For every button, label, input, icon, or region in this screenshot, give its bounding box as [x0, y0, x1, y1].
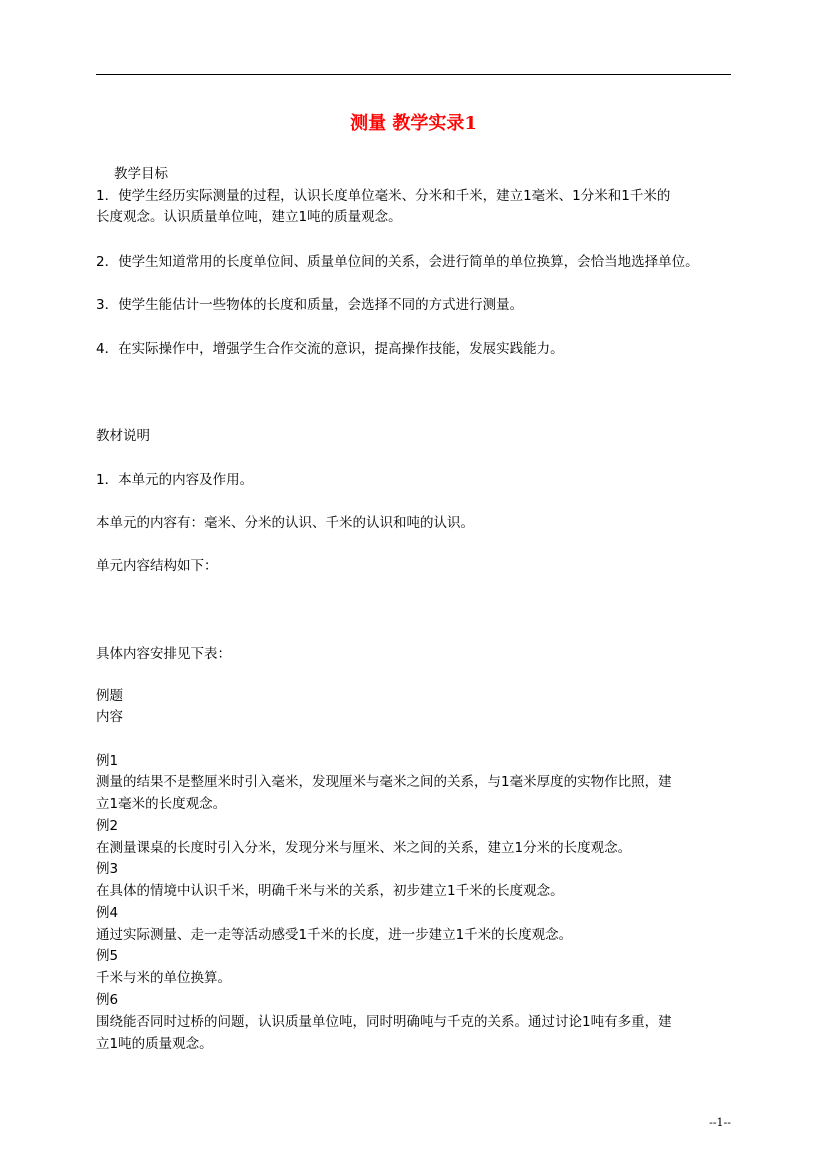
- objective-1-line-2: 长度观念。认识质量单位吨，建立1吨的质量观念。: [96, 209, 402, 225]
- document-title: 测量 教学实录1: [350, 113, 477, 134]
- objective-4: 4．在实际操作中，增强学生合作交流的意识，提高操作技能，发展实践能力。: [96, 341, 564, 357]
- table-row-example: 例2: [96, 818, 119, 834]
- table-row-content-line-1: 围绕能否同时过桥的问题，认识质量单位吨，同时明确吨与千克的关系。通过讨论1吨有多重，建: [96, 1014, 672, 1030]
- objective-2: 2．使学生知道常用的长度单位间、质量单位间的关系，会进行简单的单位换算，会恰当地选择单位。: [96, 254, 699, 270]
- table-row-content-line-1: 在具体的情境中认识千米，明确千米与米的关系，初步建立1千米的长度观念。: [96, 883, 564, 899]
- table-header-content: 内容: [96, 709, 123, 725]
- objective-3: 3．使学生能估计一些物体的长度和质量，会选择不同的方式进行测量。: [96, 297, 524, 313]
- table-row-example: 例3: [96, 861, 119, 877]
- unit-structure-line: 单元内容结构如下：: [96, 558, 218, 574]
- unit-content-line: 本单元的内容有：毫米、分米的认识、千米的认识和吨的认识。: [96, 515, 474, 531]
- table-intro: 具体内容安排见下表：: [96, 646, 231, 662]
- table-row-example: 例5: [96, 948, 119, 964]
- material-heading: 教材说明: [96, 428, 150, 444]
- table-row-content-line-1: 千米与米的单位换算。: [96, 970, 231, 986]
- material-item-1: 1．本单元的内容及作用。: [96, 472, 254, 488]
- table-row-content-line-2: 立1毫米的长度观念。: [96, 796, 227, 812]
- page-number: --1--: [709, 1116, 731, 1129]
- header-rule: [96, 74, 731, 75]
- table-row-example: 例1: [96, 753, 119, 769]
- table-row-example: 例6: [96, 992, 119, 1008]
- table-row-content-line-2: 立1吨的质量观念。: [96, 1036, 213, 1052]
- table-header-example: 例题: [96, 688, 123, 704]
- table-row-content-line-1: 测量的结果不是整厘米时引入毫米，发现厘米与毫米之间的关系，与1毫米厚度的实物作比照，建: [96, 774, 672, 790]
- table-row-example: 例4: [96, 905, 119, 921]
- table-row-content-line-1: 通过实际测量、走一走等活动感受1千米的长度，进一步建立1千米的长度观念。: [96, 927, 573, 943]
- objectives-heading: 教学目标: [114, 166, 168, 182]
- table-row-content-line-1: 在测量课桌的长度时引入分米，发现分米与厘米、米之间的关系，建立1分米的长度观念。: [96, 840, 632, 856]
- objective-1-line-1: 1．使学生经历实际测量的过程，认识长度单位毫米、分米和千米，建立1毫米、1分米和1千米的: [96, 188, 671, 204]
